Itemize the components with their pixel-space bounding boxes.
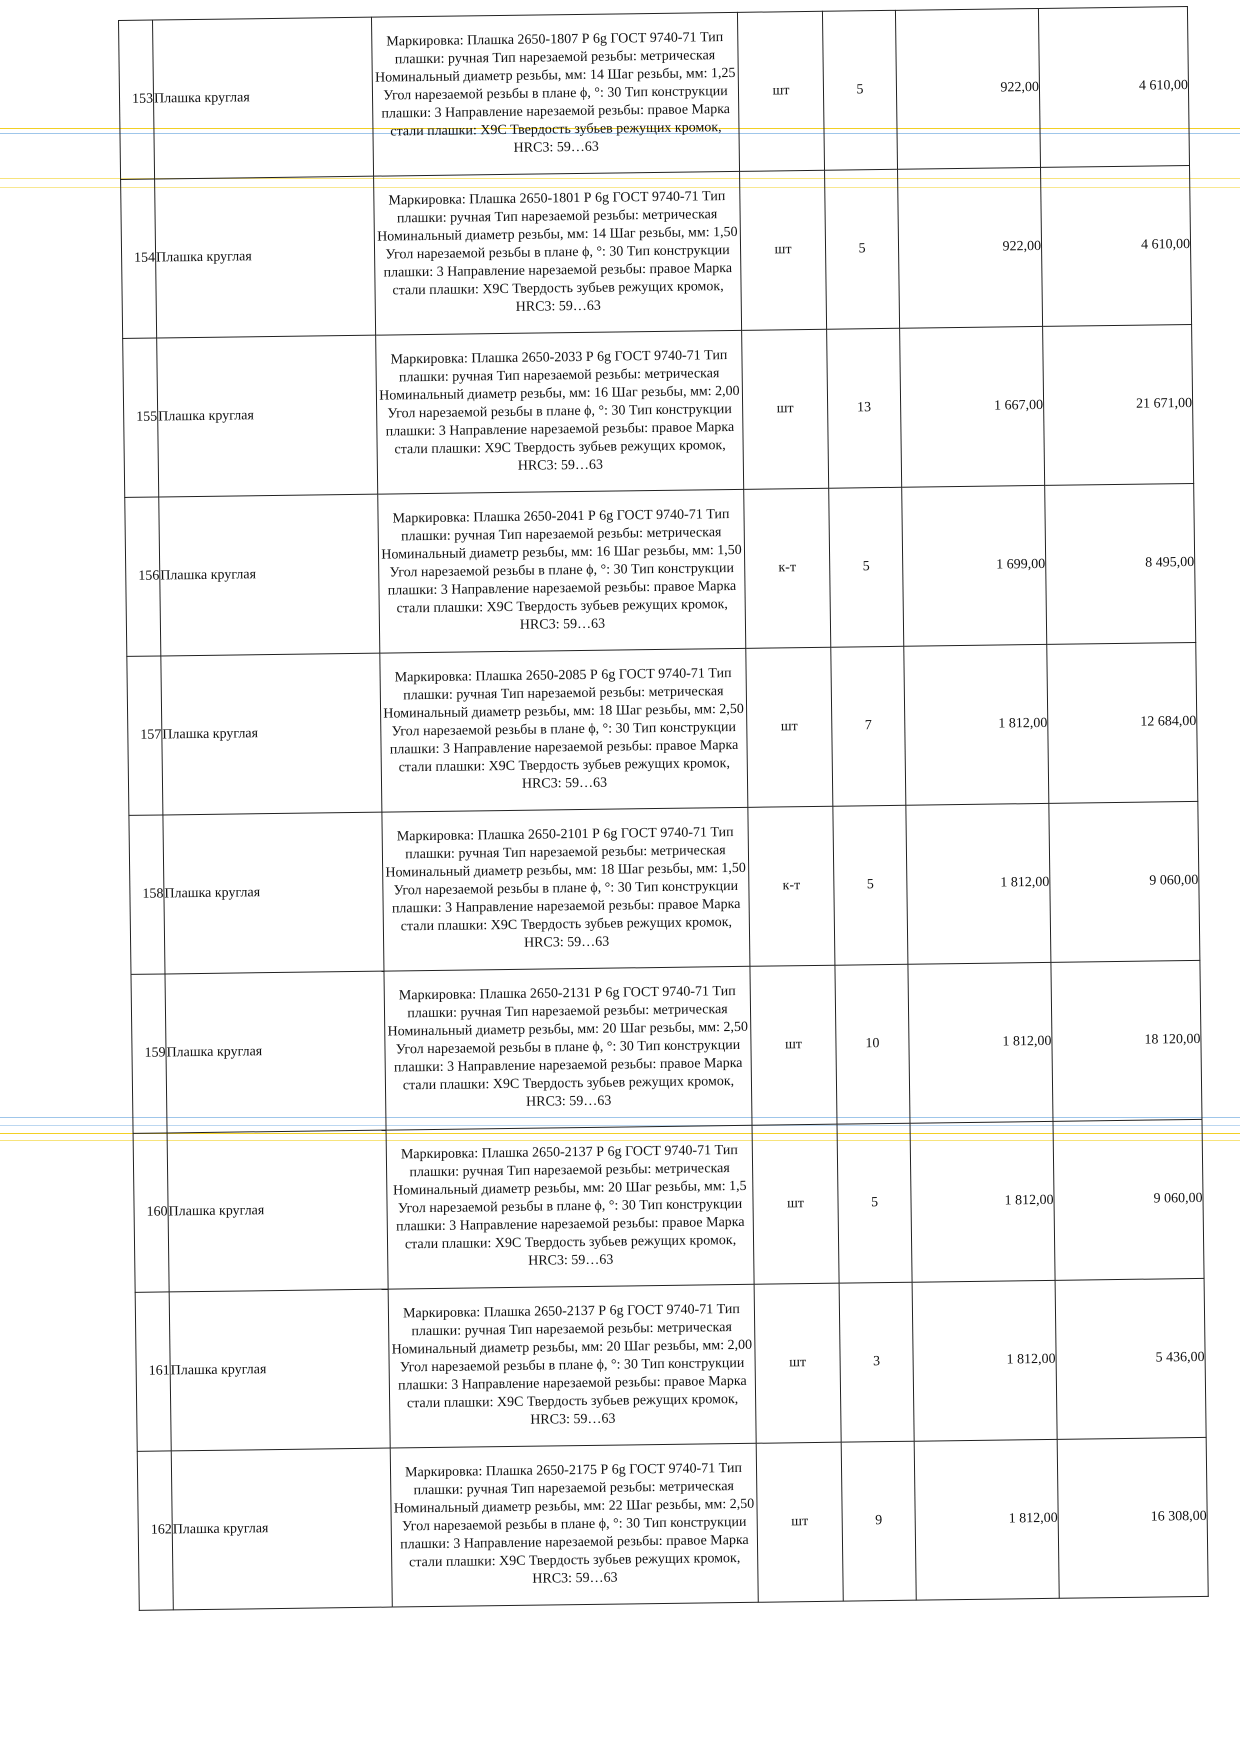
table-row	[125, 483, 1196, 656]
row-number: 161	[135, 1292, 171, 1451]
item-price: 1 812,00	[912, 1280, 1057, 1441]
item-sum: 4 610,00	[1038, 7, 1189, 168]
row-number: 156	[125, 497, 161, 656]
item-name: Плашка круглая	[169, 1289, 390, 1451]
table-row	[131, 960, 1202, 1133]
item-sum: 5 436,00	[1055, 1278, 1206, 1439]
item-description: Маркировка: Плашка 2650-2085 Р 6g ГОСТ 9740-71 Тип плашки: ручная Тип нарезаемой резьбы: метрическая Номинальный диаметр резьбы, мм: 18 Шаг резьбы, мм: 2,50 Угол нарезаемой резьбы в плане ϕ, °: 30 Тип конструкции плашки: 3 Направление нарезаемой резьбы: правое Марка стали плашки: Х9С Твердость зубьев режущих кромок, HRC3: 59…63	[380, 648, 748, 812]
row-number: 158	[129, 815, 165, 974]
item-unit: шт	[742, 329, 829, 489]
item-quantity: 5	[837, 1123, 912, 1283]
item-price: 1 812,00	[908, 962, 1053, 1123]
item-sum: 12 684,00	[1047, 642, 1198, 803]
item-name: Плашка круглая	[163, 812, 384, 974]
item-description: Маркировка: Плашка 2650-2175 Р 6g ГОСТ 9740-71 Тип плашки: ручная Тип нарезаемой резьбы: метрическая Номинальный диаметр резьбы, мм: 22 Шаг резьбы, мм: 2,50 Угол нарезаемой резьбы в плане ϕ, °: 30 Тип конструкции плашки: 3 Направление нарезаемой резьбы: правое Марка стали плашки: Х9С Твердость зубьев режущих кромок, HRC3: 59…63	[390, 1443, 758, 1607]
item-price: 1 812,00	[910, 1121, 1055, 1282]
item-description: Маркировка: Плашка 2650-2041 Р 6g ГОСТ 9740-71 Тип плашки: ручная Тип нарезаемой резьбы: метрическая Номинальный диаметр резьбы, мм: 16 Шаг резьбы, мм: 1,50 Угол нарезаемой резьбы в плане ϕ, °: 30 Тип конструкции плашки: 3 Направление нарезаемой резьбы: правое Марка стали плашки: Х9С Твердость зубьев режущих кромок, HRC3: 59…63	[378, 489, 746, 653]
table-row	[129, 801, 1200, 974]
row-number: 162	[137, 1451, 173, 1610]
item-quantity: 10	[835, 964, 910, 1124]
item-name: Плашка круглая	[157, 335, 378, 497]
item-price: 1 699,00	[902, 485, 1047, 646]
row-number: 157	[127, 656, 163, 815]
item-unit: к-т	[748, 806, 835, 966]
item-unit: шт	[737, 11, 824, 171]
item-name: Плашка круглая	[155, 176, 376, 338]
row-number: 159	[131, 974, 167, 1133]
item-description: Маркировка: Плашка 2650-1801 Р 6g ГОСТ 9740-71 Тип плашки: ручная Тип нарезаемой резьбы: метрическая Номинальный диаметр резьбы, мм: 14 Шаг резьбы, мм: 1,50 Угол нарезаемой резьбы в плане ϕ, °: 30 Тип конструкции плашки: 3 Направление нарезаемой резьбы: правое Марка стали плашки: Х9С Твердость зубьев режущих кромок, HRC3: 59…63	[374, 171, 742, 335]
item-name: Плашка круглая	[171, 1448, 392, 1610]
items-table	[118, 6, 1209, 1611]
item-quantity: 7	[831, 646, 906, 806]
item-sum: 18 120,00	[1051, 960, 1202, 1121]
item-description: Маркировка: Плашка 2650-2033 Р 6g ГОСТ 9740-71 Тип плашки: ручная Тип нарезаемой резьбы: метрическая Номинальный диаметр резьбы, мм: 16 Шаг резьбы, мм: 2,00 Угол нарезаемой резьбы в плане ϕ, °: 30 Тип конструкции плашки: 3 Направление нарезаемой резьбы: правое Марка стали плашки: Х9С Твердость зубьев режущих кромок, HRC3: 59…63	[376, 330, 744, 494]
item-quantity: 5	[822, 10, 897, 170]
item-unit: шт	[754, 1283, 841, 1443]
item-unit: шт	[752, 1124, 839, 1284]
table-row	[123, 324, 1194, 497]
row-number: 160	[133, 1133, 169, 1292]
table-row	[135, 1278, 1206, 1451]
row-number: 153	[119, 20, 155, 179]
item-sum: 4 610,00	[1041, 165, 1192, 326]
item-sum: 9 060,00	[1049, 801, 1200, 962]
item-unit: к-т	[744, 488, 831, 648]
item-price: 1 812,00	[904, 644, 1049, 805]
table-body	[119, 7, 1209, 1611]
table-row	[119, 7, 1190, 180]
item-name: Плашка круглая	[161, 653, 382, 815]
item-name: Плашка круглая	[167, 1130, 388, 1292]
table-row	[127, 642, 1198, 815]
item-name: Плашка круглая	[153, 17, 374, 179]
document-page	[118, 6, 1207, 1611]
item-description: Маркировка: Плашка 2650-2101 Р 6g ГОСТ 9740-71 Тип плашки: ручная Тип нарезаемой резьбы: метрическая Номинальный диаметр резьбы, мм: 18 Шаг резьбы, мм: 1,50 Угол нарезаемой резьбы в плане ϕ, °: 30 Тип конструкции плашки: 3 Направление нарезаемой резьбы: правое Марка стали плашки: Х9С Твердость зубьев режущих кромок, HRC3: 59…63	[382, 807, 750, 971]
item-name: Плашка круглая	[159, 494, 380, 656]
item-price: 1 812,00	[906, 803, 1051, 964]
item-sum: 9 060,00	[1053, 1119, 1204, 1280]
item-description: Маркировка: Плашка 2650-2131 Р 6g ГОСТ 9740-71 Тип плашки: ручная Тип нарезаемой резьбы: метрическая Номинальный диаметр резьбы, мм: 20 Шаг резьбы, мм: 2,50 Угол нарезаемой резьбы в плане ϕ, °: 30 Тип конструкции плашки: 3 Направление нарезаемой резьбы: правое Марка стали плашки: Х9С Твердость зубьев режущих кромок, HRC3: 59…63	[384, 966, 752, 1130]
item-quantity: 3	[839, 1282, 914, 1442]
item-price: 922,00	[898, 167, 1043, 328]
item-sum: 8 495,00	[1045, 483, 1196, 644]
item-quantity: 9	[841, 1441, 916, 1601]
row-number: 154	[121, 179, 157, 338]
item-name: Плашка круглая	[165, 971, 386, 1133]
item-unit: шт	[746, 647, 833, 807]
item-sum: 16 308,00	[1057, 1437, 1208, 1598]
item-quantity: 5	[825, 169, 900, 329]
item-sum: 21 671,00	[1043, 324, 1194, 485]
table-row	[121, 165, 1192, 338]
table-row	[137, 1437, 1208, 1610]
item-price: 1 667,00	[900, 326, 1045, 487]
item-quantity: 5	[829, 487, 904, 647]
table-row	[133, 1119, 1204, 1292]
item-description: Маркировка: Плашка 2650-1807 Р 6g ГОСТ 9740-71 Тип плашки: ручная Тип нарезаемой резьбы: метрическая Номинальный диаметр резьбы, мм: 14 Шаг резьбы, мм: 1,25 Угол нарезаемой резьбы в плане ϕ, °: 30 Тип конструкции плашки: 3 Направление нарезаемой резьбы: правое Марка стали плашки: Х9С Твердость зубьев режущих кромок, HRC3: 59…63	[371, 12, 739, 176]
item-unit: шт	[750, 965, 837, 1125]
item-quantity: 13	[827, 328, 902, 488]
item-quantity: 5	[833, 805, 908, 965]
item-description: Маркировка: Плашка 2650-2137 Р 6g ГОСТ 9740-71 Тип плашки: ручная Тип нарезаемой резьбы: метрическая Номинальный диаметр резьбы, мм: 20 Шаг резьбы, мм: 1,5 Угол нарезаемой резьбы в плане ϕ, °: 30 Тип конструкции плашки: 3 Направление нарезаемой резьбы: правое Марка стали плашки: Х9С Твердость зубьев режущих кромок, HRC3: 59…63	[386, 1125, 754, 1289]
item-price: 922,00	[895, 8, 1040, 169]
item-price: 1 812,00	[914, 1439, 1059, 1600]
item-unit: шт	[740, 170, 827, 330]
item-unit: шт	[756, 1442, 843, 1602]
item-description: Маркировка: Плашка 2650-2137 Р 6g ГОСТ 9740-71 Тип плашки: ручная Тип нарезаемой резьбы: метрическая Номинальный диаметр резьбы, мм: 20 Шаг резьбы, мм: 2,00 Угол нарезаемой резьбы в плане ϕ, °: 30 Тип конструкции плашки: 3 Направление нарезаемой резьбы: правое Марка стали плашки: Х9С Твердость зубьев режущих кромок, HRC3: 59…63	[388, 1284, 756, 1448]
row-number: 155	[123, 338, 159, 497]
